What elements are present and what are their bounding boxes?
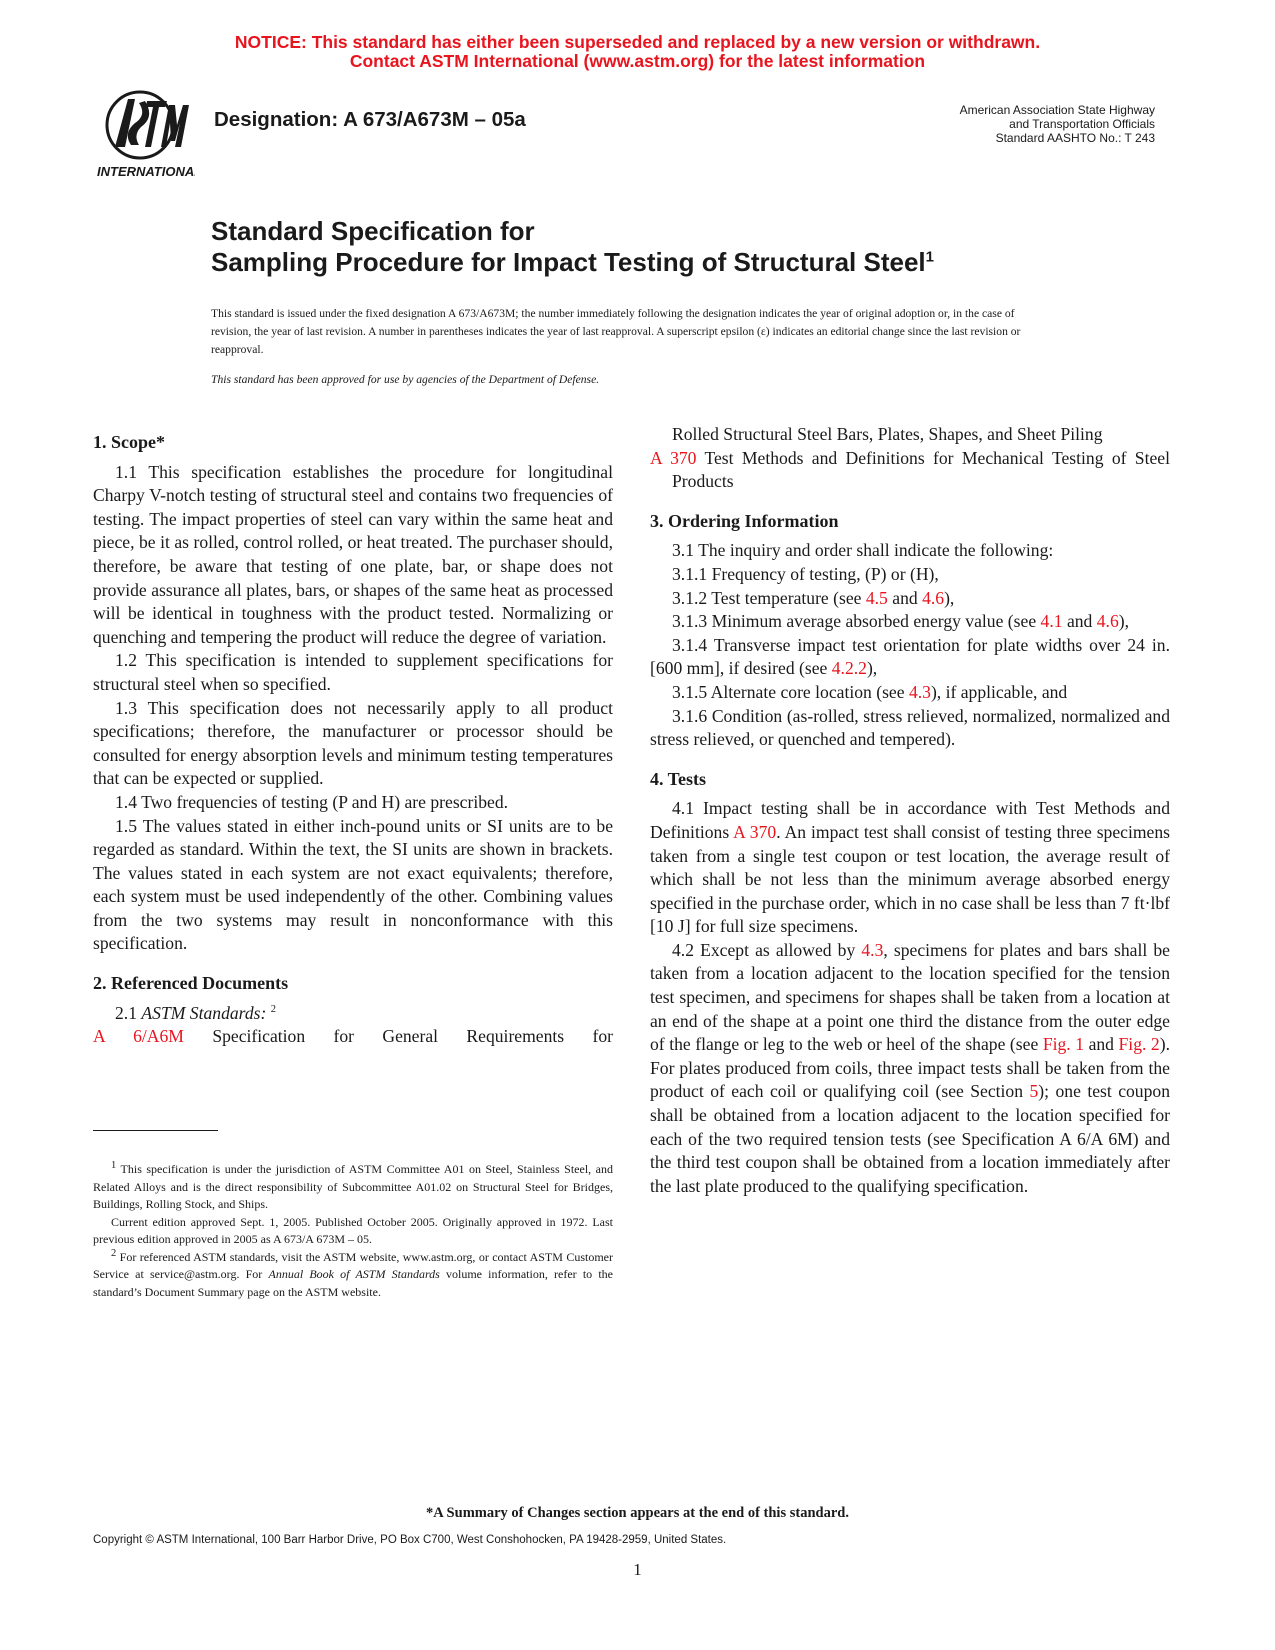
text: 4.2 Except as allowed by: [672, 939, 862, 960]
reference-a370: [650, 447, 1170, 494]
footnote-1-mark: 1: [111, 1160, 117, 1171]
para-1-5: 1.5 The values stated in either inch-pound units or SI units are to be regarded as standard. Within the text, the SI units are shown in brackets. The values stated in each system are not exact equivalents; therefore, each system must be used independently of the other. Combining values from the two systems may result in nonconformance with this specification.: [93, 815, 613, 954]
link-4-5[interactable]: 4.5: [865, 587, 888, 608]
footnote-2: [93, 1249, 613, 1302]
page-number: 1: [633, 1560, 642, 1579]
text: and: [887, 587, 923, 608]
footnote-1-edition: Current edition approved Sept. 1, 2005. Published October 2005. Originally approved in 1972. Last previous edition approved in 2005 as A 673/A 673M – 05.: [93, 1214, 613, 1246]
footnote-ref-2: 2: [270, 1003, 277, 1015]
superseded-notice: [0, 33, 1275, 71]
dod-note: This standard has been approved for use by agencies of the Department of Defense.: [211, 373, 600, 386]
footnote-divider: [93, 1130, 218, 1131]
footnote-2-text: For referenced ASTM standards, visit the ASTM website, www.astm.org, or contact ASTM Customer Service at service@astm.org. For: [93, 1249, 613, 1281]
para-3-1-2: [650, 587, 1170, 611]
summary-of-changes-note: *A Summary of Changes section appears at the end of this standard.: [426, 1505, 849, 1521]
para-1-4: 1.4 Two frequencies of testing (P and H) are prescribed.: [115, 791, 509, 812]
para-2-1: [93, 1002, 613, 1026]
para-3-1: 3.1 The inquiry and order shall indicate the following:: [672, 540, 1054, 561]
reference-a6-text-cont: Rolled Structural Steel Bars, Plates, Shapes, and Sheet Piling: [672, 424, 1103, 444]
aashto-line-1: American Association State Highway: [959, 103, 1155, 117]
para-3-1-6: 3.1.6 Condition (as-rolled, stress relieved, normalized, normalized and stress relieved, or quenched and tempered).: [650, 705, 1170, 750]
link-4-6[interactable]: 4.6: [922, 587, 945, 608]
para-1-1: 1.1 This specification establishes the procedure for longitudinal Charpy V-notch testing of structural steel and contains two frequencies of testing. The impact properties of steel can vary within the same heat and piece, be it as rolled, control rolled, or heat treated. The purchaser should, therefore, be aware that testing of one plate, bar, or shape does not provide assurance all plates, bars, or shapes of the same heat as processed will be identical in toughness with the product tested. Normalizing or quenching and tempering the product will reduce the degree of variation.: [93, 461, 613, 647]
section-3-heading: 3. Ordering Information: [650, 510, 839, 531]
issued-note: This standard is issued under the fixed designation A 673/A673M; the number immediately following the designation indicates the year of original adoption or, in the case of revision, the year of last revision. A number in parentheses indicates the year of last reapproval. A superscript epsilon (ε) indicates an editorial change since the last revision or reapproval.: [211, 307, 1021, 356]
link-section-5[interactable]: 5: [1029, 1081, 1039, 1102]
reference-a6-link[interactable]: A 6/A6M: [93, 1026, 184, 1047]
text: ). For plates produced from coils, three impact tests shall be taken from the product of each coil or qualifying coil (see Section: [650, 1034, 1170, 1102]
link-4-1[interactable]: 4.1: [1040, 611, 1063, 632]
para-1-2: 1.2 This specification is intended to supplement specifications for structural steel when so specified.: [93, 650, 613, 694]
reference-a370-text: Test Methods and Definitions for Mechanical Testing of Steel Products: [672, 447, 1170, 492]
footnotes: [93, 1161, 613, 1301]
para-2-1-number: 2.1: [115, 1002, 137, 1023]
reference-a6: [93, 1025, 613, 1049]
para-3-1-5: [650, 681, 1170, 705]
link-fig-1[interactable]: Fig. 1: [1042, 1034, 1085, 1055]
text: and: [1062, 611, 1097, 632]
reference-a370-link[interactable]: A 370: [650, 447, 697, 468]
astm-logo: [95, 85, 195, 180]
link-4-2-2[interactable]: 4.2.2: [831, 658, 867, 679]
footnote-2-italic: Annual Book of ASTM Standards: [268, 1267, 440, 1281]
designation: Designation: A 673/A673M – 05a: [214, 108, 526, 131]
footnote-1: [93, 1161, 613, 1214]
section-2-heading: 2. Referenced Documents: [93, 973, 289, 994]
para-4-2: [650, 939, 1170, 1199]
text: and: [1084, 1034, 1119, 1055]
para-1-3: 1.3 This specification does not necessarily apply to all product specifications; therefore, the manufacturer or processor should be consulted for energy absorption levels and minimum testing temperatures that can be expected or supplied.: [93, 697, 613, 789]
link-4-3[interactable]: 4.3: [861, 939, 884, 960]
title-line-2-text: Sampling Procedure for Impact Testing of Structural Steel: [211, 247, 926, 277]
text: 4.1 Impact testing shall be in accordance with Test Methods and Definitions: [650, 798, 1170, 842]
text: 3.1.3 Minimum average absorbed energy value (see: [672, 611, 1041, 632]
title-line-2: [211, 247, 934, 278]
notice-line-1: NOTICE: This standard has either been superseded and replaced by a new version or withdrawn.: [234, 32, 1041, 52]
copyright: Copyright © ASTM International, 100 Barr Harbor Drive, PO Box C700, West Conshohocken, PA 19428-2959, United States.: [93, 1534, 727, 1546]
para-3-1-1: 3.1.1 Frequency of testing, (P) or (H),: [672, 563, 939, 584]
text: ),: [944, 587, 955, 608]
title-line-1: Standard Specification for: [211, 216, 535, 246]
aashto-line-3: Standard AASHTO No.: T 243: [995, 131, 1155, 145]
para-4-1: [650, 797, 1170, 939]
link-a370[interactable]: A 370: [733, 821, 777, 842]
reference-a6-text-start: Specification for General Requirements for: [212, 1026, 614, 1047]
text: ),: [1118, 611, 1130, 632]
text: ), if applicable, and: [930, 681, 1068, 702]
document-title: [211, 216, 934, 278]
para-3-1-3: [650, 610, 1170, 634]
notice-line-2: Contact ASTM International (www.astm.org) for the latest information: [349, 51, 926, 71]
text: 3.1.4 Transverse impact test orientation for plate widths over 24 in. [600 mm], if desired (see: [650, 634, 1170, 679]
left-column: [93, 431, 613, 1049]
astm-standards-label: ASTM Standards:: [141, 1002, 267, 1023]
title-footnote-mark: 1: [925, 248, 934, 266]
section-4-heading: 4. Tests: [650, 768, 707, 789]
aashto-reference: [960, 103, 1155, 145]
footnote-2-text-end: volume information, refer to the standard’s Document Summary page on the ASTM website.: [93, 1267, 613, 1299]
text: , specimens for plates and bars shall be taken from a location adjacent to the location specified for the tension test specimen, and specimens for shapes shall be taken from a location at an end of the shape at a point one third the distance from the outer edge of the flange or leg to the web or heel of the shape (see: [650, 939, 1170, 1055]
section-1-heading: 1. Scope*: [93, 432, 165, 452]
text: ),: [866, 658, 878, 679]
logo-wordmark: INTERNATIONAL: [97, 164, 195, 179]
link-4-3[interactable]: 4.3: [908, 681, 931, 702]
para-3-1-4: [650, 634, 1170, 681]
aashto-line-2: and Transportation Officials: [1009, 117, 1155, 131]
text: ); one test coupon shall be obtained from a location adjacent to the location specified for each of the two required tension tests (see Specification A 6/A 6M) and the third test coupon shall be obtained from a location immediately after the last plate produced to the qualifying specification.: [650, 1081, 1170, 1196]
footnote-1-text: This specification is under the jurisdiction of ASTM Committee A01 on Steel, Stainless Steel, and Related Alloys and is the direct responsibility of Subcommittee A01.02 on Structural Steel for Bridges, Buildings, Rolling Stock, and Ships.: [93, 1162, 613, 1211]
footnote-2-mark: 2: [111, 1247, 117, 1259]
link-4-6[interactable]: 4.6: [1096, 611, 1119, 632]
text: 3.1.5 Alternate core location (see: [672, 681, 909, 702]
right-column: [650, 424, 1170, 1198]
text: 3.1.2 Test temperature (see: [672, 587, 866, 608]
text: . An impact test shall consist of testing three specimens taken from a single test coupon or test location, the average result of which shall be not less than the minimum average absorbed energy specified in the purchase order, which in no case shall be less than 7 ft·lbf [10 J] for full size specimens.: [650, 821, 1170, 937]
link-fig-2[interactable]: Fig. 2: [1118, 1034, 1160, 1055]
